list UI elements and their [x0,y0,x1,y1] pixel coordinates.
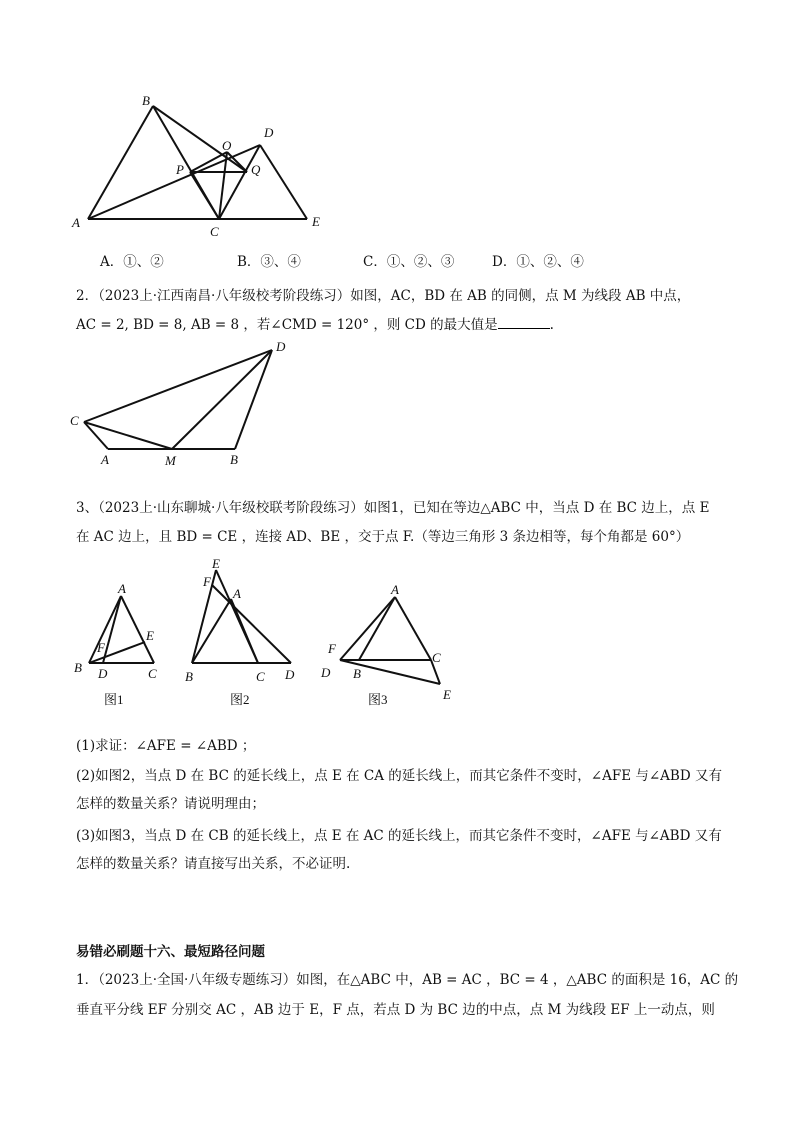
q1-option-c: C．①、②、③ [363,254,455,270]
fig3-1-label-c: C [148,666,157,681]
q2-line-2 [76,314,554,335]
figure-3-diagrams [66,555,466,715]
q3-line-2: 在 AC 边上，且 BD = CE ，连接 AD、BE ，交于点 F.（等边三角形 3 条边相等，每个角都是 60°） [76,529,690,545]
fig3-2-label-f: F [203,574,211,589]
fig2-label-a: A [101,452,109,467]
q2-line-2-end: . [549,317,554,333]
section-title: 易错必刷题十六、最短路径问题 [76,944,265,960]
fig3-1-label-e: E [146,628,154,643]
fig3-1-label-d: D [98,666,108,681]
q1-option-b: B．③、④ [237,254,301,270]
fig1-label-o: O [222,138,232,153]
q3-part-2-line-1: (2)如图2，当点 D 在 BC 的延长线上，点 E 在 CA 的延长线上，而其它条件不变时，∠AFE 与∠ABD 又有 [76,768,722,784]
q2-line-2-text: AC = 2, BD = 8, AB = 8 ，若∠CMD = 120° ，则 CD 的最大值是 [76,317,498,333]
q2-line-1: 2．（2023上·江西南昌·八年级校考阶段练习）如图，AC，BD 在 AB 的同侧，点 M 为线段 AB 中点， [76,288,691,304]
fig3-1-label-a: A [118,581,126,596]
q1-option-a: A．①、② [100,254,164,270]
figure-2-diagram [68,338,293,468]
q3-part-3-line-2: 怎样的数量关系？请直接写出关系，不必证明. [76,856,351,872]
fig2-label-c: C [70,413,79,428]
caption-figure-3: 图3 [368,692,388,707]
fig3-3-label-f: F [328,641,336,656]
fig3-1-label-b: B [74,660,82,675]
fig3-3-label-c: C [432,650,441,665]
figure-1-diagram [70,90,340,240]
fig2-label-b: B [230,452,238,467]
section-q1-line-1: 1．（2023上·全国·八年级专题练习）如图，在△ABC 中，AB = AC ，BC = 4 ，△ABC 的面积是 16，AC 的 [76,972,739,988]
fig3-3-label-b: B [353,666,361,681]
q1-option-d: D．①、②、④ [492,254,584,270]
fig3-2-label-e: E [212,556,220,571]
fig3-3-label-a: A [391,582,399,597]
fig1-label-c: C [210,224,219,239]
fig3-2-label-c: C [256,669,265,684]
fig3-3-label-d: D [321,665,331,680]
caption-figure-1: 图1 [104,692,124,707]
fig1-label-p: P [176,162,184,177]
fig3-2-label-a: A [233,586,241,601]
fig2-label-d: D [276,339,286,354]
q3-part-3-line-1: (3)如图3，当点 D 在 CB 的延长线上，点 E 在 AC 的延长线上，而其它条件不变时，∠AFE 与∠ABD 又有 [76,828,722,844]
fig2-label-m: M [165,453,176,468]
caption-figure-2: 图2 [230,692,250,707]
fig3-1-label-f: F [97,640,105,655]
fig3-2-label-b: B [185,669,193,684]
fig1-label-a: A [72,215,80,230]
fig1-label-b: B [142,93,150,108]
q3-part-2-line-2: 怎样的数量关系？请说明理由； [76,796,265,812]
fig3-2-label-d: D [285,667,295,682]
q3-line-1: 3、（2023上·山东聊城·八年级校联考阶段练习）如图1，已知在等边△ABC 中，当点 D 在 BC 边上，点 E [76,500,710,516]
fig1-label-e: E [312,214,320,229]
q3-part-1: (1)求证：∠AFE = ∠ABD ； [76,738,256,754]
section-q1-line-2: 垂直平分线 EF 分别交 AC ，AB 边于 E，F 点，若点 D 为 BC 边的中点，点 M 为线段 EF 上一动点，则 [76,1002,715,1018]
fig1-label-d: D [264,125,274,140]
fig3-3-label-e: E [443,687,451,702]
answer-blank [498,314,550,329]
fig1-label-q: Q [251,162,261,177]
